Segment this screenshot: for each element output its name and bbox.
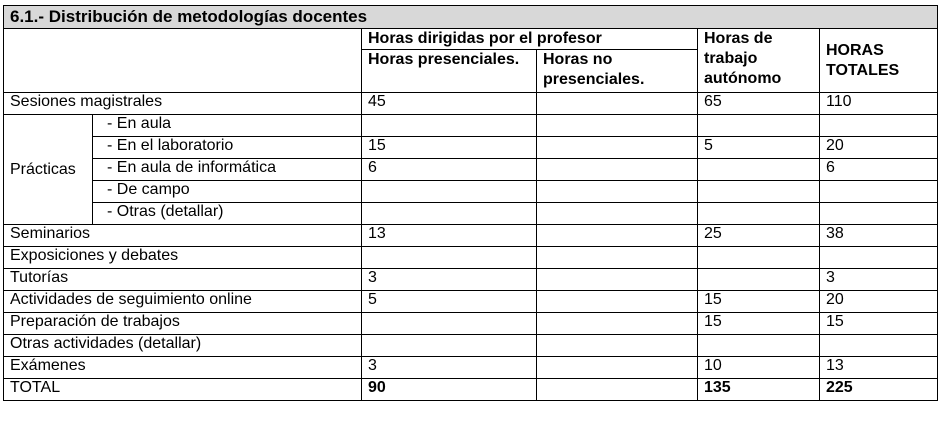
row-label: Otras actividades (detallar) [4, 335, 362, 357]
cell-totales: 3 [820, 269, 938, 291]
header-no-presenciales: Horas no presenciales. [537, 50, 698, 93]
table-row [4, 357, 938, 379]
cell-totales: 15 [820, 313, 938, 335]
practicas-label: Prácticas [4, 115, 93, 225]
row-label: Exámenes [4, 357, 362, 379]
row-label: - En aula [93, 115, 362, 137]
cell-autonomo: 10 [698, 357, 820, 379]
table-row [4, 203, 938, 225]
table-row [4, 291, 938, 313]
cell-no-presenciales [537, 291, 698, 313]
cell-autonomo: 5 [698, 137, 820, 159]
cell-totales: 20 [820, 137, 938, 159]
cell-presenciales [362, 313, 537, 335]
cell-no-presenciales [537, 313, 698, 335]
header-dirigidas: Horas dirigidas por el profesor [362, 29, 698, 50]
cell-presenciales: 15 [362, 137, 537, 159]
cell-totales [820, 203, 938, 225]
header-presenciales: Horas presenciales. [362, 50, 537, 93]
row-label: Tutorías [4, 269, 362, 291]
total-totales: 225 [820, 379, 938, 401]
methodology-table [3, 5, 938, 401]
cell-autonomo [698, 247, 820, 269]
row-label: Sesiones magistrales [4, 93, 362, 115]
cell-autonomo: 15 [698, 313, 820, 335]
cell-no-presenciales [537, 137, 698, 159]
row-label: Exposiciones y debates [4, 247, 362, 269]
table-title: 6.1.- Distribución de metodologías docentes [4, 6, 938, 29]
row-label: Preparación de trabajos [4, 313, 362, 335]
cell-no-presenciales [537, 203, 698, 225]
cell-no-presenciales [537, 247, 698, 269]
cell-presenciales [362, 203, 537, 225]
row-label: Actividades de seguimiento online [4, 291, 362, 313]
cell-autonomo: 65 [698, 93, 820, 115]
cell-presenciales [362, 335, 537, 357]
row-label: - De campo [93, 181, 362, 203]
cell-totales [820, 247, 938, 269]
cell-autonomo: 25 [698, 225, 820, 247]
cell-totales: 20 [820, 291, 938, 313]
table-row [4, 247, 938, 269]
cell-autonomo [698, 159, 820, 181]
table-row [4, 93, 938, 115]
header-autonomo: Horas de trabajo autónomo [698, 29, 820, 93]
cell-totales: 110 [820, 93, 938, 115]
row-label: Seminarios [4, 225, 362, 247]
cell-no-presenciales [537, 93, 698, 115]
cell-presenciales: 3 [362, 269, 537, 291]
cell-presenciales: 13 [362, 225, 537, 247]
cell-presenciales [362, 115, 537, 137]
table-row [4, 159, 938, 181]
cell-presenciales: 3 [362, 357, 537, 379]
table-row [4, 115, 938, 137]
cell-autonomo [698, 203, 820, 225]
cell-no-presenciales [537, 269, 698, 291]
table-row [4, 137, 938, 159]
table-row [4, 335, 938, 357]
cell-no-presenciales [537, 159, 698, 181]
cell-totales: 38 [820, 225, 938, 247]
cell-presenciales: 45 [362, 93, 537, 115]
cell-presenciales: 5 [362, 291, 537, 313]
cell-autonomo [698, 335, 820, 357]
total-label: TOTAL [4, 379, 362, 401]
cell-autonomo [698, 181, 820, 203]
cell-autonomo: 15 [698, 291, 820, 313]
cell-no-presenciales [537, 181, 698, 203]
table-row [4, 313, 938, 335]
cell-no-presenciales [537, 335, 698, 357]
total-autonomo: 135 [698, 379, 820, 401]
cell-no-presenciales [537, 225, 698, 247]
cell-totales [820, 181, 938, 203]
table-row [4, 225, 938, 247]
row-label: - En el laboratorio [93, 137, 362, 159]
cell-totales: 6 [820, 159, 938, 181]
cell-totales [820, 335, 938, 357]
cell-presenciales [362, 181, 537, 203]
table-row [4, 269, 938, 291]
header-totales: HORAS TOTALES [820, 29, 938, 93]
cell-no-presenciales [537, 357, 698, 379]
total-no-presenciales [537, 379, 698, 401]
table-row [4, 181, 938, 203]
row-label: - Otras (detallar) [93, 203, 362, 225]
cell-no-presenciales [537, 115, 698, 137]
cell-presenciales: 6 [362, 159, 537, 181]
cell-autonomo [698, 115, 820, 137]
cell-totales [820, 115, 938, 137]
cell-totales: 13 [820, 357, 938, 379]
total-presenciales: 90 [362, 379, 537, 401]
row-label: - En aula de informática [93, 159, 362, 181]
header-empty-cell [4, 29, 362, 93]
total-row [4, 379, 938, 401]
cell-autonomo [698, 269, 820, 291]
cell-presenciales [362, 247, 537, 269]
